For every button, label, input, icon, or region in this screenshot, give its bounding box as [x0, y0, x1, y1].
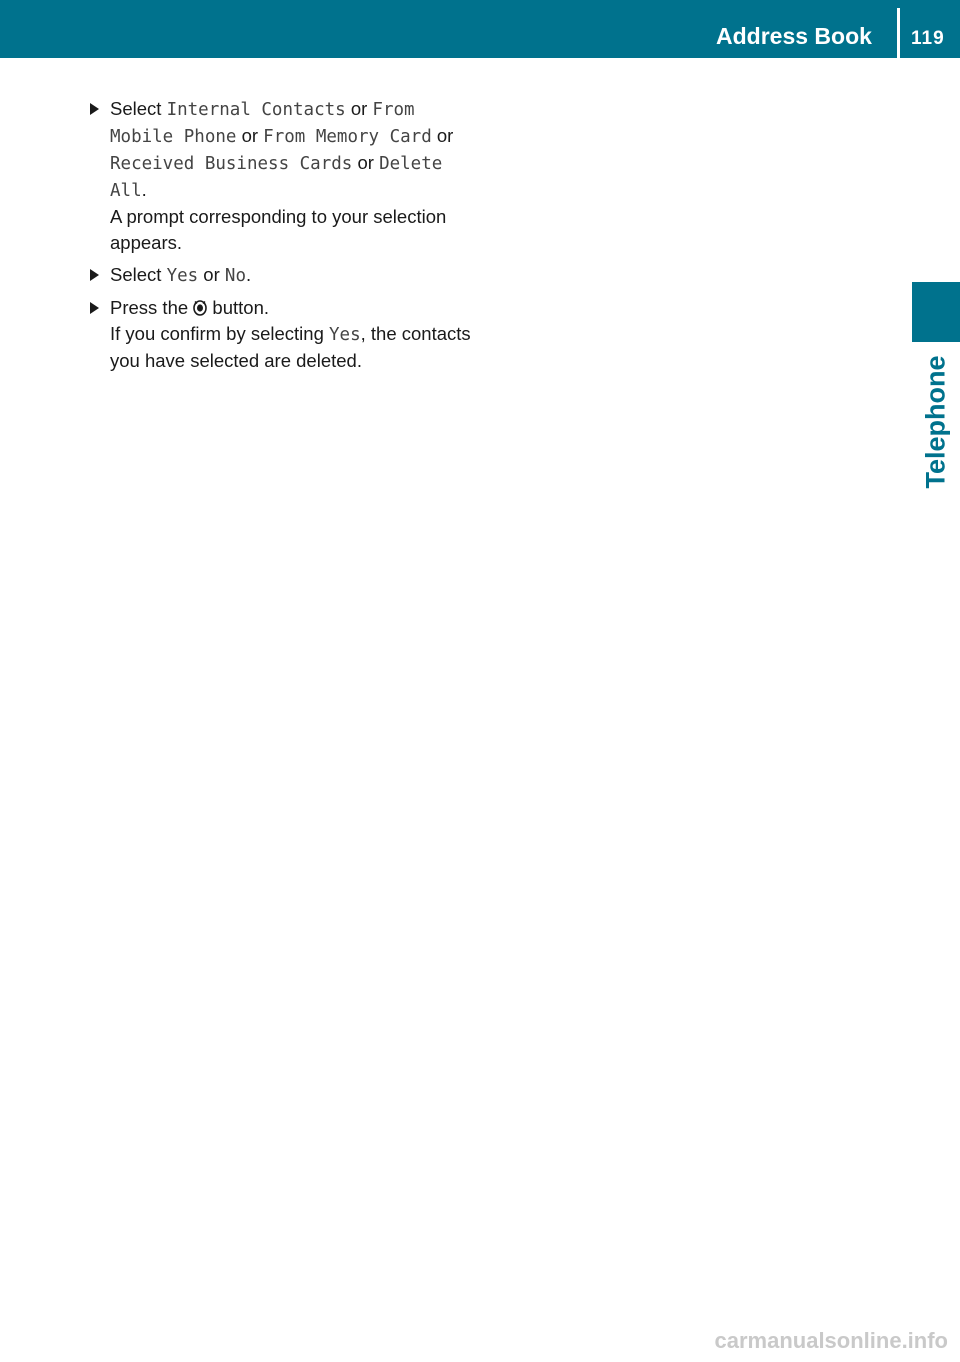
page-number: 119	[911, 28, 945, 49]
instruction-step	[88, 96, 488, 256]
step-text	[110, 295, 488, 321]
option-yes: Yes	[329, 325, 361, 345]
step-text-run: .	[245, 264, 252, 285]
header-divider	[897, 8, 900, 58]
side-tab-label	[912, 342, 960, 502]
step-text-run: If you confirm by selecting	[110, 323, 330, 344]
step-result: A prompt corresponding to your selection appears.	[110, 206, 447, 253]
step-arrow-icon	[90, 302, 99, 314]
step-text-run: or	[236, 125, 264, 146]
step-text-run: or	[352, 152, 380, 173]
side-tab-text: Telephone	[920, 355, 951, 489]
option-yes: Yes	[166, 266, 199, 286]
step-text-run: , the contacts you have selected are deleted.	[110, 323, 471, 371]
menu-item-internal-contacts: Internal Contacts	[166, 100, 346, 120]
step-text-run: Select	[110, 264, 167, 285]
step-text-run: Select	[110, 98, 167, 119]
step-text-run: .	[141, 179, 147, 200]
menu-item-from-mobile-phone: From Mobile Phone	[110, 100, 415, 147]
menu-item-received-business-cards: Received Business Cards	[110, 154, 353, 174]
section-title: Address Book	[716, 23, 872, 49]
instructions	[88, 96, 488, 380]
controller-knob-icon	[193, 299, 207, 316]
step-text-run: or	[198, 264, 225, 285]
menu-item-delete-all: Delete All	[110, 154, 443, 201]
step-text	[110, 262, 488, 289]
step-text-run: or	[431, 125, 454, 146]
step-text-run: or	[345, 98, 373, 119]
menu-item-from-memory-card: From Memory Card	[263, 127, 432, 147]
step-result	[110, 321, 488, 374]
instruction-step	[88, 262, 488, 289]
step-arrow-icon	[90, 103, 99, 115]
watermark-text: carmanualsonline.info	[714, 1328, 948, 1353]
step-text-run: button.	[207, 297, 270, 318]
option-no: No	[224, 266, 246, 286]
step-text	[110, 96, 488, 204]
step-arrow-icon	[90, 269, 99, 281]
step-text-run: Press the	[110, 297, 194, 318]
side-tab-marker	[912, 282, 960, 342]
instruction-step	[88, 295, 488, 374]
